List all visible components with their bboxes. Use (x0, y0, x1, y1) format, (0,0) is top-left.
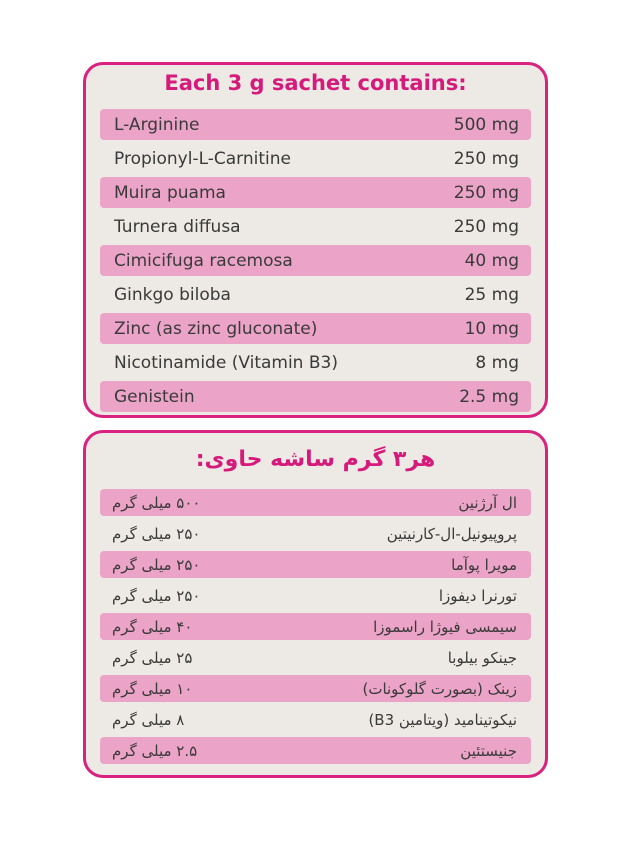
ingredient-row (100, 177, 531, 208)
ingredient-row (100, 143, 531, 174)
ingredient-row (100, 211, 531, 242)
ingredient-amount: 500 mg (453, 114, 519, 135)
ingredient-name: تورنرا دیفوزا (438, 586, 517, 605)
ingredient-amount: ۵۰۰ میلی گرم (112, 493, 201, 512)
ingredient-row (100, 109, 531, 140)
ingredient-amount: ۴۰ میلی گرم (112, 617, 193, 636)
ingredient-name: L-Arginine (114, 114, 200, 135)
ingredient-name: Propionyl-L-Carnitine (114, 148, 291, 169)
ingredient-amount: 250 mg (453, 216, 519, 237)
ingredient-name: Muira puama (114, 182, 226, 203)
ingredient-row (100, 489, 531, 516)
ingredient-amount: ۲.۵ میلی گرم (112, 741, 198, 760)
ingredient-row (100, 644, 531, 671)
english-panel-title: Each 3 g sachet contains: (164, 71, 467, 95)
ingredient-amount: 40 mg (464, 250, 519, 271)
ingredient-name: سیمسی فیوژا راسموزا (373, 617, 517, 636)
ingredient-row (100, 613, 531, 640)
ingredient-name: پروپیونیل-ال-کارنیتین (386, 524, 517, 543)
ingredient-row (100, 737, 531, 764)
ingredient-amount: ۲۵ میلی گرم (112, 648, 193, 667)
persian-panel-title: هر۳ گرم ساشه حاوی: (195, 447, 436, 472)
ingredient-amount: 2.5 mg (459, 386, 519, 407)
ingredient-name: جنیستئین (460, 741, 517, 760)
ingredient-amount: 10 mg (464, 318, 519, 339)
ingredient-amount: 25 mg (464, 284, 519, 305)
ingredient-row (100, 279, 531, 310)
ingredient-name: Zinc (as zinc gluconate) (114, 318, 318, 339)
ingredient-name: مویرا پوآما (451, 555, 517, 574)
ingredient-name: Cimicifuga racemosa (114, 250, 293, 271)
english-ingredients-panel (83, 62, 548, 418)
ingredient-amount: 8 mg (475, 352, 519, 373)
ingredient-row (100, 347, 531, 378)
ingredient-amount: 250 mg (453, 148, 519, 169)
ingredient-row (100, 551, 531, 578)
ingredient-amount: ۸ میلی گرم (112, 710, 185, 729)
ingredient-row (100, 520, 531, 547)
ingredient-row (100, 582, 531, 609)
ingredient-amount: ۲۵۰ میلی گرم (112, 524, 201, 543)
ingredient-row (100, 245, 531, 276)
ingredient-row (100, 313, 531, 344)
ingredient-name: Genistein (114, 386, 195, 407)
ingredient-amount: ۱۰ میلی گرم (112, 679, 193, 698)
persian-ingredients-panel (83, 430, 548, 778)
ingredient-name: نیکوتینامید (ویتامین B3) (368, 710, 517, 729)
ingredient-name: ال آرژنین (458, 493, 517, 512)
ingredient-amount: 250 mg (453, 182, 519, 203)
ingredient-name: Turnera diffusa (114, 216, 241, 237)
ingredient-amount: ۲۵۰ میلی گرم (112, 586, 201, 605)
ingredient-amount: ۲۵۰ میلی گرم (112, 555, 201, 574)
ingredient-row (100, 675, 531, 702)
ingredient-row (100, 381, 531, 412)
ingredient-name: جینکو بیلوبا (447, 648, 517, 667)
ingredient-name: Nicotinamide (Vitamin B3) (114, 352, 338, 373)
ingredient-row (100, 706, 531, 733)
ingredient-name: Ginkgo biloba (114, 284, 231, 305)
ingredient-name: زینک (بصورت گلوکونات) (362, 679, 517, 698)
